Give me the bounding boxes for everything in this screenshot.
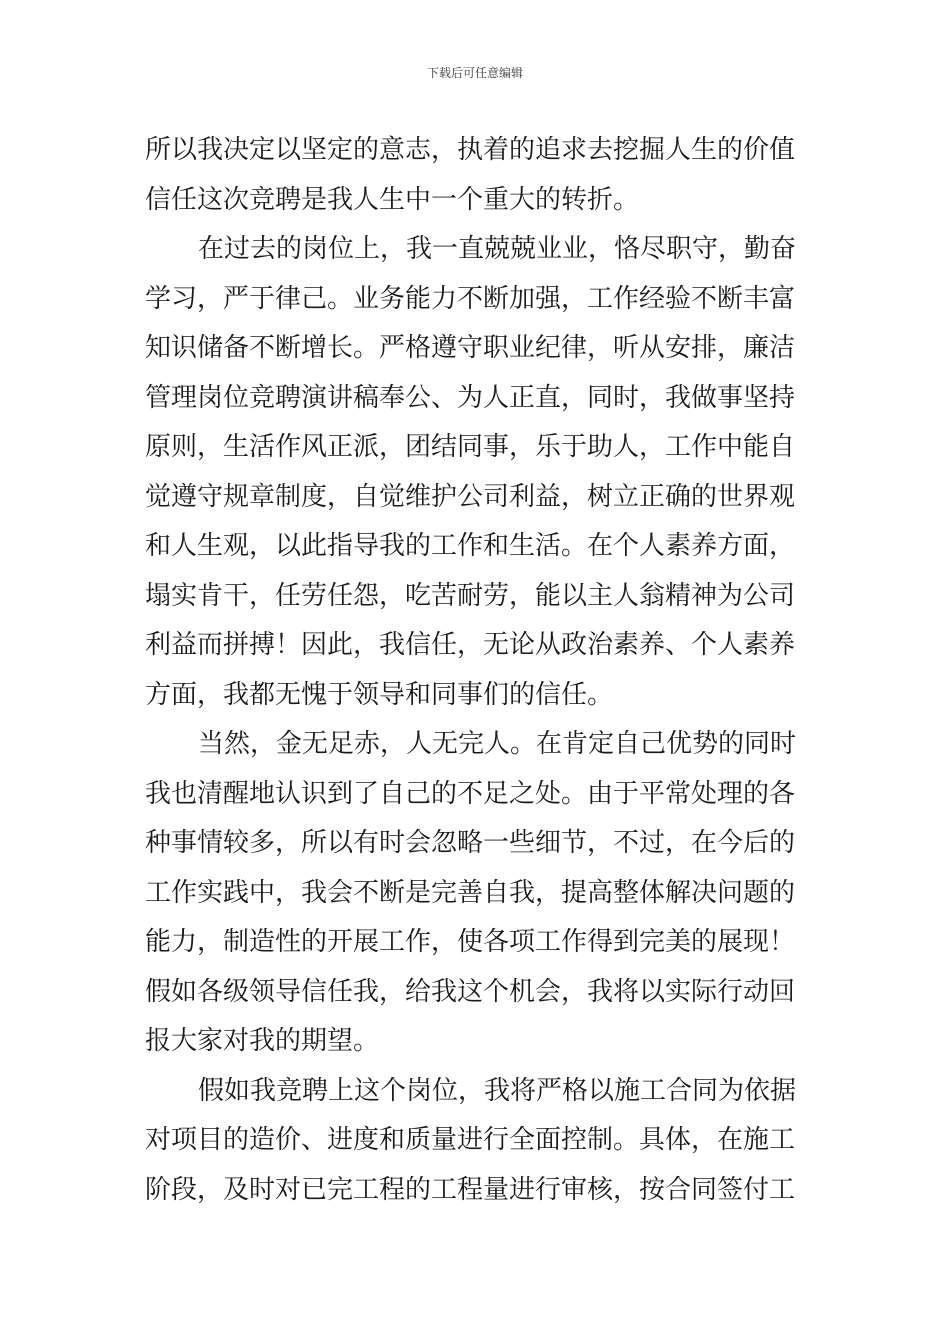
text-line: 知识储备不断增长。严格遵守职业纪律，听从安排，廉洁: [145, 333, 796, 363]
text-line: 信任这次竞聘是我人生中一个重大的转折。: [145, 184, 640, 215]
text-line: 学习，严于律己。业务能力不断加强，工作经验不断丰富: [145, 283, 796, 314]
text-line: 假如各级领导信任我，给我这个机会，我将以实际行动回: [145, 976, 796, 1007]
text-line: 所以我决定以坚定的意志，执着的追求去挖掘人生的价值: [145, 135, 796, 165]
text-line: 塌实肯干，任劳任怨，吃苦耐劳，能以主人翁精神为公司: [145, 580, 796, 611]
document-body: [145, 126, 807, 1215]
text-line: 利益而拼搏！因此，我信任，无论从政治素养、个人素养: [145, 630, 796, 660]
text-line: 能力，制造性的开展工作，使各项工作得到完美的展现！: [145, 927, 796, 957]
text-line: 原则，生活作风正派，团结同事，乐于助人，工作中能自: [145, 432, 796, 462]
text-line: 报大家对我的期望。: [145, 1026, 380, 1056]
text-line: 对项目的造价、进度和质量进行全面控制。具体，在施工: [145, 1125, 796, 1155]
text-line: 假如我竞聘上这个岗位，我将严格以施工合同为依据: [198, 1075, 797, 1106]
page-header: 下载后可任意编辑: [426, 66, 523, 80]
text-line: 觉遵守规章制度，自觉维护公司利益，树立正确的世界观: [145, 481, 796, 512]
text-line: 当然，金无足赤，人无完人。在肯定自己优势的同时: [198, 729, 797, 759]
text-line: 阶段，及时对已完工程的工程量进行审核，按合同签付工: [145, 1174, 796, 1205]
text-line: 我也清醒地认识到了自己的不足之处。由于平常处理的各: [145, 778, 796, 809]
text-line: 在过去的岗位上，我一直兢兢业业，恪尽职守，勤奋: [198, 234, 797, 264]
text-line: 和人生观，以此指导我的工作和生活。在个人素养方面，: [145, 531, 796, 561]
text-line: 工作实践中，我会不断是完善自我，提高整体解决问题的: [145, 877, 796, 908]
text-line: 管理岗位竞聘演讲稿奉公、为人正直，同时，我做事坚持: [145, 382, 796, 413]
text-line: 种事情较多，所以有时会忽略一些细节，不过，在今后的: [145, 828, 796, 858]
text-line: 方面，我都无愧于领导和同事们的信任。: [145, 679, 614, 710]
